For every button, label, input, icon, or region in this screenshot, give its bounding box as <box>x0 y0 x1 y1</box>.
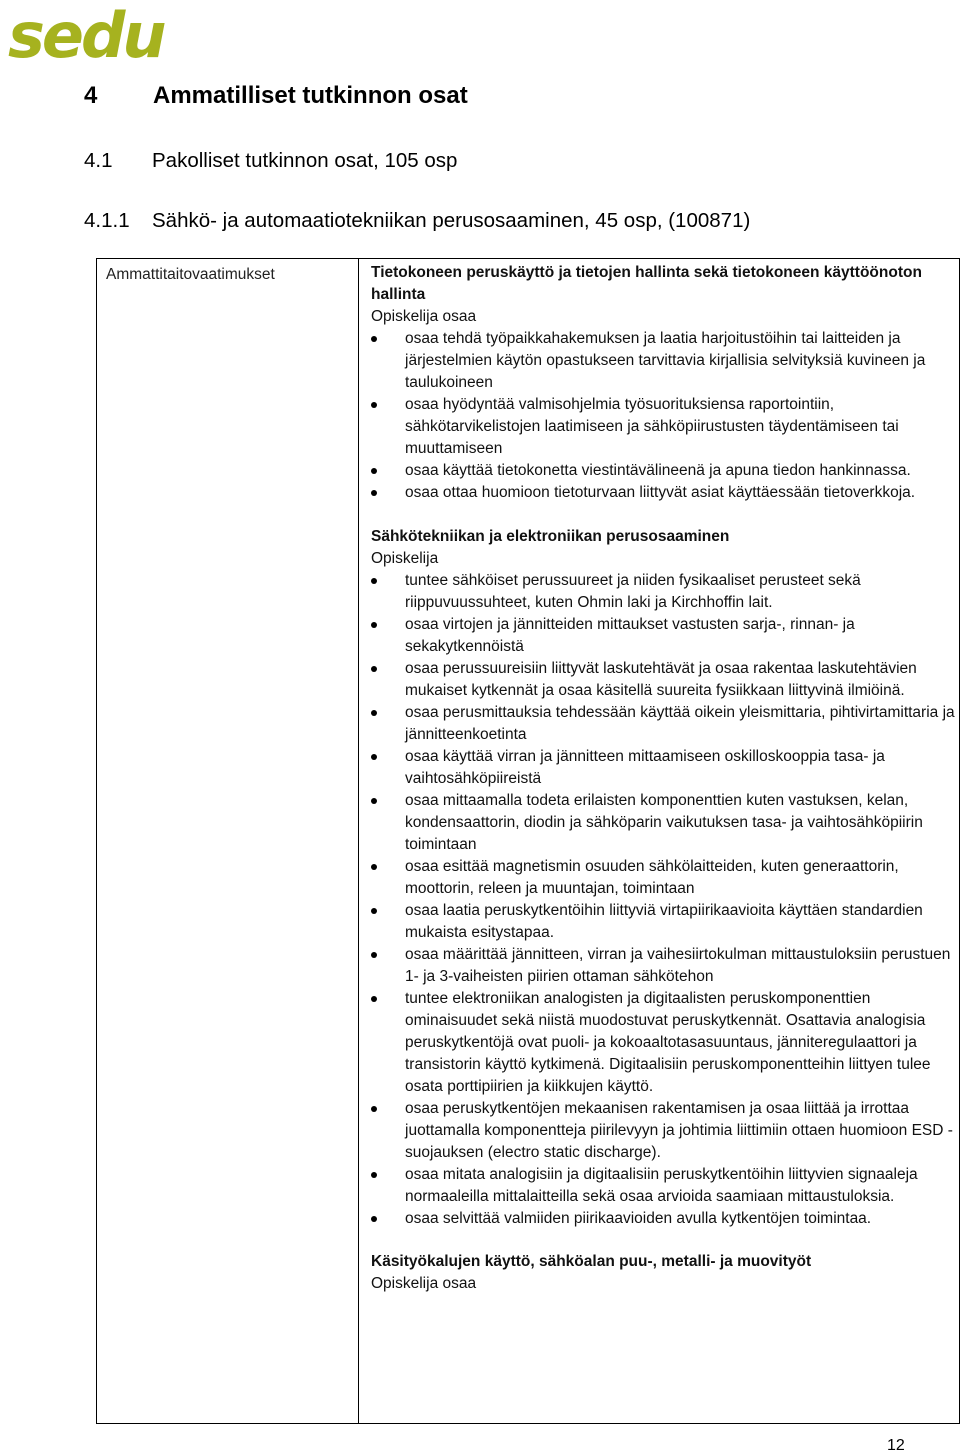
heading-text: Ammatilliset tutkinnon osat <box>153 82 468 109</box>
heading-number: 4.1 <box>84 149 113 172</box>
list-item: osaa laatia peruskytkentöihin liittyviä virtapiirikaavioita käyttäen standardien mukaista esitystapaa. <box>371 900 959 944</box>
section-subtitle: Opiskelija <box>371 550 439 567</box>
requirements-table <box>96 258 960 1424</box>
svg-text:sedu: sedu <box>8 2 164 64</box>
list-item: osaa perusmittauksia tehdessään käyttää oikein yleismittaria, pihtivirtamittaria ja jännitteenkoetinta <box>371 702 959 746</box>
list-item: osaa tehdä työpaikkahakemuksen ja laatia harjoitustöihin tai laitteiden ja järjestelmien käytön opastukseen tarvittavia kirjallisia selvityksiä kuvineen ja taulukoineen <box>371 328 959 394</box>
list-item: osaa käyttää virran ja jännitteen mittaamiseen oskilloskooppia tasa- ja vaihtosähköpiireistä <box>371 746 959 790</box>
list-item: tuntee elektroniikan analogisten ja digitaalisten peruskomponenttien ominaisuudet sekä niistä muodostuvat peruskytkennät. Osattavia analogisia peruskytkentöjä ovat puoli- ja kokoaaltotasasuuntaus, jänniteregulaattori ja transistorin käyttö kytkimenä. Digitaalisiin peruskomponentteihin liittyen tulee osata porttipiirien ja kiikkujen käyttö. <box>371 988 959 1098</box>
list-item: osaa virtojen ja jännitteiden mittaukset vastusten sarja-, rinnan- ja sekakytkennöistä <box>371 614 959 658</box>
list-item: osaa esittää magnetismin osuuden sähkölaitteiden, kuten generaattorin, moottorin, releen ja muuntajan, toimintaan <box>371 856 959 900</box>
list-item: osaa perussuureisiin liittyvät laskutehtävät ja osaa rakentaa laskutehtävien mukaiset kytkennät ja osaa käsitellä suureita fysiikkaan liittyvinä ilmiöinä. <box>371 658 959 702</box>
heading-chapter <box>84 82 468 110</box>
requirement-list <box>371 328 959 504</box>
list-item: osaa hyödyntää valmisohjelmia työsuorituksiensa raportointiin, sähkötarvikelistojen laatimiseen ja sähköpiirustusten täydentämiseen tai muuttamiseen <box>371 394 959 460</box>
list-item: osaa peruskytkentöjen mekaanisen rakentamisen ja osaa liittää ja irrottaa juottamalla komponentteja piirilevyyn ja johtimia liittimiin ottaen huomioon ESD -suojauksen (electro static discharge). <box>371 1098 959 1164</box>
requirements-content <box>359 259 959 1295</box>
sedu-logo <box>8 2 168 64</box>
section-subtitle: Opiskelija osaa <box>371 1275 477 1292</box>
requirement-list <box>371 570 959 1230</box>
list-item: osaa mitata analogisiin ja digitaalisiin peruskytkentöihin liittyvien signaaleja normaaleilla mittalaitteilla sekä osaa arvioida saamiaan mittaustuloksia. <box>371 1164 959 1208</box>
heading-text: Pakolliset tutkinnon osat, 105 osp <box>152 149 458 172</box>
list-item: osaa käyttää tietokonetta viestintävälineenä ja apuna tiedon hankinnassa. <box>371 460 959 482</box>
label-cell <box>97 259 359 1424</box>
requirement-section <box>371 1251 959 1295</box>
section-title: Sähkötekniikan ja elektroniikan perusosaaminen <box>371 528 730 545</box>
section-title: Tietokoneen peruskäyttö ja tietojen hallinta sekä tietokoneen käyttöönoton hallinta <box>371 264 922 303</box>
list-item: osaa selvittää valmiiden piirikaavioiden avulla kytkentöjen toimintaa. <box>371 1208 959 1230</box>
heading-number: 4.1.1 <box>84 209 130 232</box>
section-title: Käsityökalujen käyttö, sähköalan puu-, metalli- ja muovityöt <box>371 1253 812 1270</box>
requirement-section <box>371 526 959 1230</box>
list-item: tuntee sähköiset perussuureet ja niiden fysikaaliset perusteet sekä riippuvuussuhteet, kuten Ohmin laki ja Kirchhoffin lait. <box>371 570 959 614</box>
list-item: osaa mittaamalla todeta erilaisten komponenttien kuten vastuksen, kelan, kondensaattorin, diodin ja sähköparin vaikutuksen tasa- ja vaihtosähköpiirin toimintaan <box>371 790 959 856</box>
list-item: osaa määrittää jännitteen, virran ja vaihesiirtokulman mittaustuloksiin perustuen 1- ja 3-vaiheisten piirien ottaman sähkötehon <box>371 944 959 988</box>
content-cell <box>359 259 960 1424</box>
requirements-label: Ammattitaitovaatimukset <box>106 266 275 283</box>
heading-section <box>84 149 457 173</box>
requirement-section <box>371 262 959 504</box>
heading-number: 4 <box>84 82 98 109</box>
list-item: osaa ottaa huomioon tietoturvaan liittyvät asiat käyttäessään tietoverkkoja. <box>371 482 959 504</box>
heading-subsection <box>84 209 750 233</box>
page-number: 12 <box>887 1437 905 1454</box>
heading-text: Sähkö- ja automaatiotekniikan perusosaaminen, 45 osp, (100871) <box>152 209 751 232</box>
section-subtitle: Opiskelija osaa <box>371 308 477 325</box>
